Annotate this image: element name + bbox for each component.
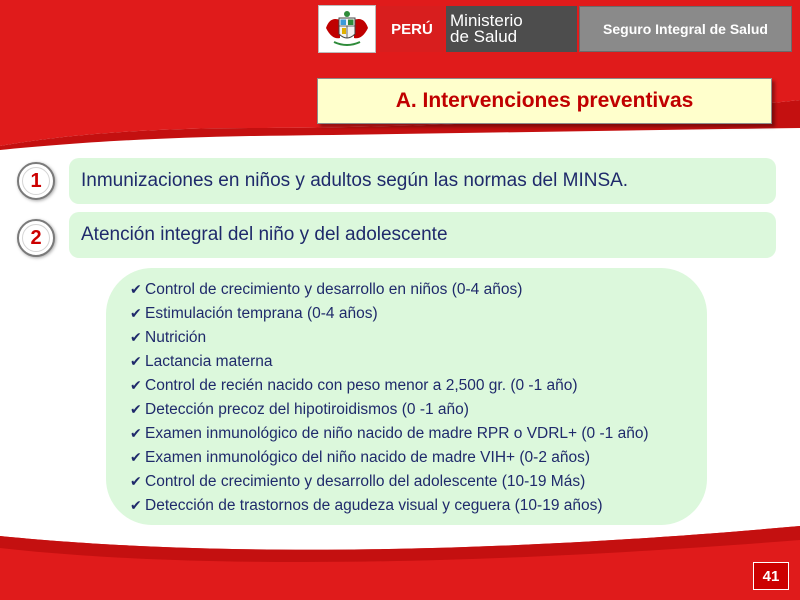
list-item-text: Control de crecimiento y desarrollo del adolescente (10-19 Más)	[145, 473, 586, 490]
list-item-text: Examen inmunológico del niño nacido de madre VIH+ (0-2 años)	[145, 449, 591, 466]
page-number: 41	[753, 562, 789, 590]
check-icon: ✔	[130, 474, 142, 490]
check-icon: ✔	[130, 282, 142, 298]
sub-items-panel	[106, 268, 707, 525]
list-item	[130, 494, 707, 518]
list-item-text: Examen inmunológico de niño nacido de madre RPR o VDRL+ (0 -1 año)	[145, 425, 649, 442]
check-icon: ✔	[130, 498, 142, 514]
list-item-text: Detección de trastornos de agudeza visual y ceguera (10-19 años)	[145, 497, 603, 514]
list-item	[130, 374, 707, 398]
list-item-text: Control de recién nacido con peso menor a 2,500 gr. (0 -1 año)	[145, 377, 578, 394]
list-item	[130, 470, 707, 494]
number-badge-label: 1	[30, 169, 42, 192]
program-label: Seguro Integral de Salud	[579, 6, 792, 52]
list-item	[130, 278, 707, 302]
number-badge-label: 2	[30, 226, 42, 249]
list-item-text: Detección precoz del hipotiroidismos (0 -1 año)	[145, 401, 469, 418]
check-icon: ✔	[130, 378, 142, 394]
item-immunizations	[69, 158, 776, 204]
list-item	[130, 398, 707, 422]
list-item	[130, 350, 707, 374]
sub-items-list	[130, 278, 707, 518]
ministry-line-1: Ministerio	[450, 11, 523, 30]
list-item-text: Estimulación temprana (0-4 años)	[145, 305, 378, 322]
item-comprehensive-care	[69, 212, 776, 258]
list-item	[130, 446, 707, 470]
coat-of-arms-icon	[322, 8, 372, 50]
list-item-text: Control de crecimiento y desarrollo en niños (0-4 años)	[145, 281, 523, 298]
number-badge-1	[17, 162, 55, 200]
item-text: Inmunizaciones en niños y adultos según las normas del MINSA.	[81, 170, 629, 191]
check-icon: ✔	[130, 330, 142, 346]
list-item-text: Nutrición	[145, 329, 207, 346]
check-icon: ✔	[130, 402, 142, 418]
check-icon: ✔	[130, 306, 142, 322]
number-badge-2	[17, 219, 55, 257]
peru-crest-logo	[318, 5, 376, 53]
ministry-line-2: de Salud	[450, 27, 518, 46]
check-icon: ✔	[130, 450, 142, 466]
check-icon: ✔	[130, 426, 142, 442]
ministry-label	[446, 6, 577, 52]
list-item	[130, 302, 707, 326]
list-item	[130, 326, 707, 350]
item-text: Atención integral del niño y del adolescente	[81, 224, 448, 245]
check-icon: ✔	[130, 354, 142, 370]
list-item	[130, 422, 707, 446]
country-label: PERÚ	[380, 6, 444, 52]
list-item-text: Lactancia materna	[145, 353, 273, 370]
section-title: A. Intervenciones preventivas	[317, 78, 772, 124]
